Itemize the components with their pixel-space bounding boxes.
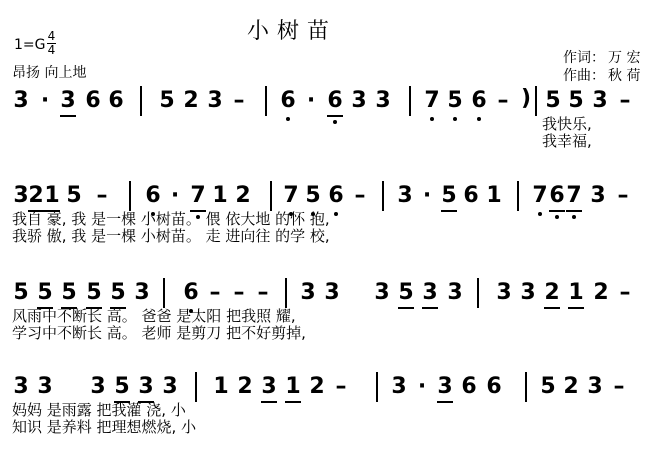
note: 3 [496, 280, 512, 305]
note: 3 [422, 280, 438, 306]
note: 5 [447, 88, 463, 114]
note: 3 [261, 374, 277, 400]
note: 2 [28, 183, 44, 209]
time-signature [47, 31, 56, 56]
note: 3 [134, 280, 150, 305]
note: 6 [280, 88, 296, 114]
note: 5 [61, 280, 77, 306]
low-octave-dot [453, 117, 457, 121]
note: 7 [532, 183, 548, 209]
expression-mark: 昂扬 向上地 [12, 65, 87, 81]
bar-line [140, 86, 142, 116]
note: 3 [590, 183, 606, 208]
song-title: 小树苗 [247, 19, 338, 44]
lyric-line: 我骄 傲, 我 是一棵 小树苗。 走 进向往 的学 校, [12, 227, 330, 245]
low-octave-dot [555, 215, 559, 219]
note: 5 [110, 280, 126, 306]
note: 3 [13, 88, 29, 113]
note: 3 [592, 88, 608, 113]
bar-line [163, 278, 165, 308]
low-octave-dot [334, 212, 338, 216]
note: 5 [13, 280, 29, 305]
bar-line [535, 86, 537, 116]
note: 7 [190, 183, 206, 209]
note: 5 [568, 88, 584, 113]
note: 3 [437, 374, 453, 400]
note: 2 [309, 374, 325, 399]
note: 1 [213, 374, 229, 399]
note: 3 [13, 183, 29, 208]
note: 6 [145, 183, 161, 209]
note: · [40, 88, 50, 113]
note: 2 [237, 374, 253, 399]
note: 3 [391, 374, 407, 399]
bar-line [129, 181, 131, 211]
note: 2 [183, 88, 199, 113]
note: 6 [108, 88, 124, 113]
note: – [497, 88, 509, 113]
note: · [306, 88, 316, 113]
eighth-underline [549, 210, 565, 212]
note: 6 [486, 374, 502, 399]
note: 3 [162, 374, 178, 399]
note: 1 [44, 183, 60, 209]
note: 3 [447, 280, 463, 305]
time-signature-top: 4 [47, 29, 56, 43]
note: 1 [568, 280, 584, 306]
note: 3 [587, 374, 603, 399]
note: 6 [461, 374, 477, 399]
note: 3 [324, 280, 340, 305]
note: 5 [159, 88, 175, 113]
low-octave-dot [477, 117, 481, 121]
note: 2 [544, 280, 560, 306]
note: 5 [540, 374, 556, 399]
note: 2 [235, 183, 251, 208]
note: · [170, 183, 180, 208]
note: – [619, 88, 631, 113]
note: – [354, 183, 366, 208]
bar-line [525, 372, 527, 402]
lyric-line: 我自 豪, 我 是一棵 小树苗。 偎 依大地 的怀 抱, [12, 210, 330, 228]
note: – [233, 88, 245, 113]
low-octave-dot [333, 120, 337, 124]
note: 6 [327, 88, 343, 114]
lyric-line: 妈妈 是雨露 把我灌 浇, 小 [12, 401, 186, 419]
note: – [335, 374, 347, 399]
note: 3 [375, 88, 391, 113]
note: – [257, 280, 269, 305]
note: 5 [305, 183, 321, 209]
eighth-underline [327, 115, 343, 117]
note: 3 [90, 374, 106, 399]
note: 7 [283, 183, 299, 209]
eighth-underline [261, 401, 277, 403]
note: 3 [520, 280, 536, 305]
note: 7 [424, 88, 440, 114]
note: 3 [300, 280, 316, 305]
bar-line [409, 86, 411, 116]
eighth-underline [285, 401, 301, 403]
note: – [96, 183, 108, 208]
note: – [613, 374, 625, 399]
note: 1 [285, 374, 301, 400]
note: 1 [212, 183, 228, 208]
eighth-underline [566, 210, 582, 212]
lyric-line: 学习中不断长 高。 老师 是剪刀 把不好剪掉, [12, 324, 306, 342]
bar-line [265, 86, 267, 116]
lyric-line: 知识 是养料 把理想燃烧, 小 [12, 418, 197, 436]
note: – [209, 280, 221, 305]
lyric-line: 我快乐, [542, 115, 592, 133]
lyricist-name: 万 宏 [608, 50, 641, 66]
note: 3 [207, 88, 223, 113]
eighth-underline [544, 307, 560, 309]
note: 1 [486, 183, 502, 208]
note: 3 [397, 183, 413, 208]
note: 5 [66, 183, 82, 208]
time-signature-bottom: 4 [47, 43, 56, 57]
lyricist-label: 作词： [563, 50, 605, 66]
note: 3 [60, 88, 76, 114]
composer-name: 秋 荷 [608, 68, 641, 84]
low-octave-dot [538, 212, 542, 216]
note: 3 [37, 374, 53, 399]
lyric-line: 风雨中不断长 高。 爸爸 是太阳 把我照 耀, [12, 307, 296, 325]
note: · [417, 374, 427, 399]
note: 2 [593, 280, 609, 305]
note: · [422, 183, 432, 208]
bar-line [270, 181, 272, 211]
key-signature: 1=G [14, 37, 46, 53]
note: 5 [441, 183, 457, 209]
low-octave-dot [572, 215, 576, 219]
note: 5 [86, 280, 102, 306]
eighth-underline [441, 210, 457, 212]
low-octave-dot [430, 117, 434, 121]
lyric-line: 我幸福, [542, 132, 592, 150]
note: 3 [138, 374, 154, 400]
note: 5 [114, 374, 130, 400]
note: – [617, 183, 629, 208]
bar-line [195, 372, 197, 402]
note: 7 [566, 183, 582, 209]
note: 2 [563, 374, 579, 399]
note: – [233, 280, 245, 305]
eighth-underline [437, 401, 453, 403]
note: 6 [471, 88, 487, 114]
eighth-underline [568, 307, 584, 309]
phrase-bracket: ) [521, 86, 532, 111]
note: 3 [351, 88, 367, 113]
eighth-underline [422, 307, 438, 309]
note: 6 [463, 183, 479, 208]
composer-label: 作曲： [563, 68, 605, 84]
note: 5 [398, 280, 414, 306]
note: 6 [328, 183, 344, 209]
note: 5 [37, 280, 53, 306]
eighth-underline [60, 115, 76, 117]
bar-line [382, 181, 384, 211]
note: 6 [183, 280, 199, 306]
low-octave-dot [286, 117, 290, 121]
note: – [619, 280, 631, 305]
eighth-underline [398, 307, 414, 309]
bar-line [285, 278, 287, 308]
note: 3 [374, 280, 390, 305]
note: 6 [549, 183, 565, 209]
note: 6 [85, 88, 101, 113]
bar-line [517, 181, 519, 211]
bar-line [477, 278, 479, 308]
bar-line [376, 372, 378, 402]
note: 3 [13, 374, 29, 399]
note: 5 [545, 88, 561, 113]
